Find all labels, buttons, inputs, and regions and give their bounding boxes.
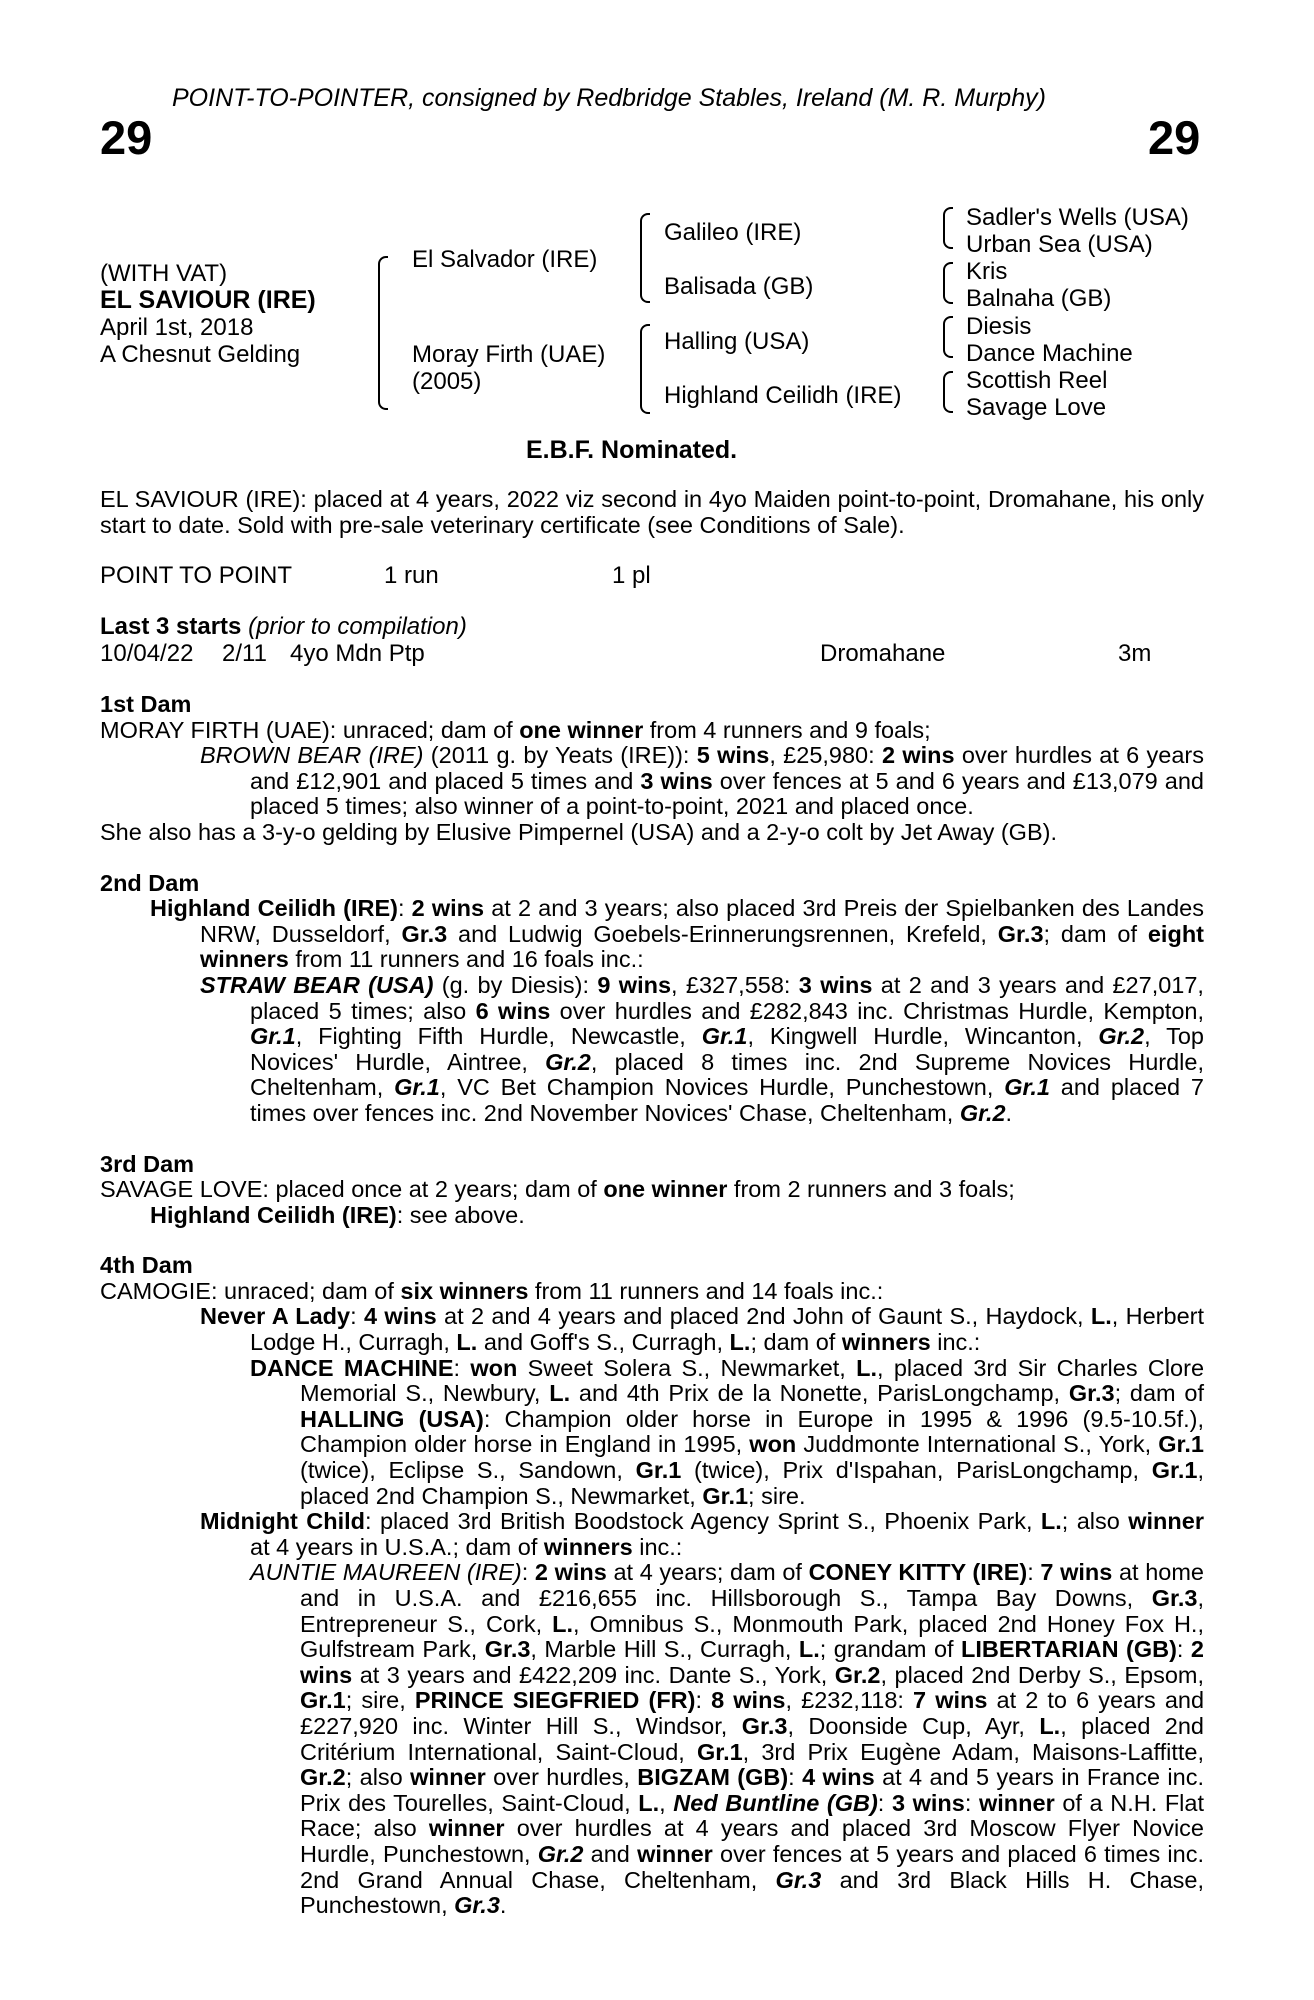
pedigree-brace-ss <box>943 207 953 249</box>
second-dam-text: Highland Ceilidh (IRE): 2 wins at 2 and 3 years; also placed 3rd Preis der Spielbanken des Landes NRW, Dusseldorf, Gr.3 and Ludwig Goebels-Erinnerungsrennen, Krefeld, Gr.3; dam of eight winners from 11 runners and 16 foals inc.: <box>150 895 1204 973</box>
intro-paragraph: EL SAVIOUR (IRE): placed at 4 years, 2022 viz second in 4yo Maiden point-to-point, Dromahane, his only start to date. Sold with pre-sale veterinary certificate (see Conditions of Sale). <box>100 486 1204 538</box>
dance-machine-entry: DANCE MACHINE: won Sweet Solera S., Newmarket, L., placed 3rd Sir Charles Clore Memorial S., Newbury, L. and 4th Prix de la Nonette, ParisLongchamp, Gr.3; dam of HALLING (USA): Champion older horse in Europe in 1995 & 1996 (9.5-10.5f.), Champion older horse in England in 1995, won Juddmonte International S., York, Gr.1 (twice), Eclipse S., Sandown, Gr.1 (twice), Prix d'Ispahan, ParisLongchamp, Gr.1, placed 2nd Champion S., Newmarket, Gr.1; sire. <box>250 1354 1205 1509</box>
last-start-date: 10/04/22 <box>100 640 194 667</box>
straw-bear-entry: STRAW BEAR (USA) (g. by Diesis): 9 wins, £327,558: 3 wins at 2 and 3 years and £27,017, placed 5 times; also 6 wins over hurdles and £282,843 inc. Christmas Hurdle, Kempton, Gr.1, Fighting Fifth Hurdle, Newcastle, Gr.1, Kingwell Hurdle, Wincanton, Gr.2, Top Novices' Hurdle, Aintree, Gr.2, placed 8 times inc. 2nd Supreme Novices Hurdle, Cheltenham, Gr.1, VC Bet Champion Novices Hurdle, Punchestown, Gr.1 and placed 7 times over fences inc. 2nd November Novices' Chase, Cheltenham, Gr.2. <box>200 971 1204 1126</box>
last-starts-title: Last 3 starts <box>100 613 242 640</box>
dam-year: (2005) <box>412 368 482 395</box>
pedigree-brace-sire <box>640 213 650 303</box>
family-section <box>100 692 1204 1919</box>
last-starts-note: (prior to compilation) <box>248 613 467 640</box>
lot-number-left: 29 <box>100 111 153 164</box>
sire-sire: Galileo (IRE) <box>664 219 802 246</box>
fourth-dam-text: CAMOGIE: unraced; dam of six winners from 11 runners and 14 foals inc.: <box>100 1277 884 1304</box>
third-dam-text: SAVAGE LOVE: placed once at 2 years; dam of one winner from 2 runners and 3 foals; <box>100 1176 1015 1203</box>
sire-name: El Salvador (IRE) <box>412 246 598 273</box>
last-start-course: Dromahane <box>820 640 946 667</box>
horse-dob: April 1st, 2018 <box>100 314 254 341</box>
pedigree-brace-dam <box>640 324 650 414</box>
gen3-sss: Sadler's Wells (USA) <box>966 204 1189 231</box>
last-starts-heading <box>100 613 467 641</box>
record-label: POINT TO POINT <box>100 562 293 589</box>
dam-dam: Highland Ceilidh (IRE) <box>664 382 902 409</box>
record-runs: 1 run <box>384 562 439 589</box>
gen3-dds: Scottish Reel <box>966 367 1108 394</box>
gen3-ssd: Urban Sea (USA) <box>966 231 1153 258</box>
record-placed: 1 pl <box>612 562 651 589</box>
pedigree-brace-sd <box>943 262 953 304</box>
auntie-maureen-entry: AUNTIE MAUREEN (IRE): 2 wins at 4 years; dam of CONEY KITTY (IRE): 7 wins at home and in U.S.A. and £216,655 inc. Hillsborough S., Tampa Bay Downs, Gr.3, Entrepreneur S., Cork, L., Omnibus S., Monmouth Park, placed 2nd Honey Fox H., Gulfstream Park, Gr.3, Marble Hill S., Curragh, L.; grandam of LIBERTARIAN (GB): 2 wins at 3 years and £422,209 inc. Dante S., York, Gr.2, placed 2nd Derby S., Epsom, Gr.1; sire, PRINCE SIEGFRIED (FR): 8 wins, £232,118: 7 wins at 2 to 6 years and £227,920 inc. Winter Hill S., Windsor, Gr.3, Doonside Cup, Ayr, L., placed 2nd Critérium International, Saint-Cloud, Gr.1, 3rd Prix Eugène Adam, Maisons-Laffitte, Gr.2; also winner over hurdles, BIGZAM (GB): 4 wins at 4 and 5 years in France inc. Prix des Tourelles, Saint-Cloud, L., Ned Buntline (GB): 3 wins: winner of a N.H. Flat Race; also winner over hurdles at 4 years and placed 3rd Moscow Flyer Novice Hurdle, Punchestown, Gr.2 and winner over fences at 5 years and placed 6 times inc. 2nd Grand Annual Chase, Cheltenham, Gr.3 and 3rd Black Hills H. Chase, Punchestown, Gr.3. <box>250 1559 1205 1919</box>
pedigree-brace-main <box>378 256 388 410</box>
last-start-distance: 3m <box>1118 640 1152 667</box>
intro-text <box>100 487 1204 538</box>
third-dam-heading: 3rd Dam <box>100 1150 195 1177</box>
last-start-position: 2/11 <box>222 640 267 667</box>
dam-sire: Halling (USA) <box>664 328 810 355</box>
first-dam-also: She also has a 3-y-o gelding by Elusive Pimpernel (USA) and a 2-y-o colt by Jet Away (GB). <box>100 818 1057 845</box>
lot-number-right: 29 <box>1148 111 1201 164</box>
vat-label: (WITH VAT) <box>100 260 228 287</box>
first-dam-heading: 1st Dam <box>100 691 192 717</box>
sire-dam: Balisada (GB) <box>664 273 814 300</box>
horse-name: EL SAVIOUR (IRE) <box>100 286 316 314</box>
gen3-sds: Kris <box>966 258 1008 285</box>
pedigree-brace-dd <box>943 371 953 413</box>
last-start-race: 4yo Mdn Ptp <box>290 640 425 667</box>
third-dam-ref: Highland Ceilidh (IRE): see above. <box>150 1201 525 1228</box>
gen3-ddd: Savage Love <box>966 394 1107 421</box>
fourth-dam-heading: 4th Dam <box>100 1252 193 1279</box>
gen3-dsd: Dance Machine <box>966 340 1133 367</box>
first-dam-text: MORAY FIRTH (UAE): unraced; dam of one winner from 4 runners and 9 foals; <box>100 716 931 743</box>
never-a-lady-entry: Never A Lady: 4 wins at 2 and 4 years and placed 2nd John of Gaunt S., Haydock, L., Herbert Lodge H., Curragh, L. and Goff's S., Curragh, L.; dam of winners inc.: <box>200 1303 1205 1356</box>
pedigree-brace-ds <box>943 316 953 358</box>
midnight-child-entry: Midnight Child: placed 3rd British Boodstock Agency Sprint S., Phoenix Park, L.; also winner at 4 years in U.S.A.; dam of winners inc.: <box>200 1508 1204 1560</box>
dam-name: Moray Firth (UAE) <box>412 341 606 368</box>
horse-description: A Chesnut Gelding <box>100 341 301 368</box>
second-dam-heading: 2nd Dam <box>100 869 200 896</box>
gen3-dss: Diesis <box>966 313 1032 340</box>
brown-bear-entry: BROWN BEAR (IRE) (2011 g. by Yeats (IRE)): 5 wins, £25,980: 2 wins over hurdles at 6 years and £12,901 and placed 5 times and 3 wins over fences at 5 and 6 years and £13,079 and placed 5 times; also winner of a point-to-point, 2021 and placed once. <box>200 742 1204 820</box>
gen3-sdd: Balnaha (GB) <box>966 285 1112 312</box>
ebf-nominated: E.B.F. Nominated. <box>526 436 738 464</box>
consignment-header: POINT-TO-POINTER, consigned by Redbridge Stables, Ireland (M. R. Murphy) <box>172 84 1046 112</box>
